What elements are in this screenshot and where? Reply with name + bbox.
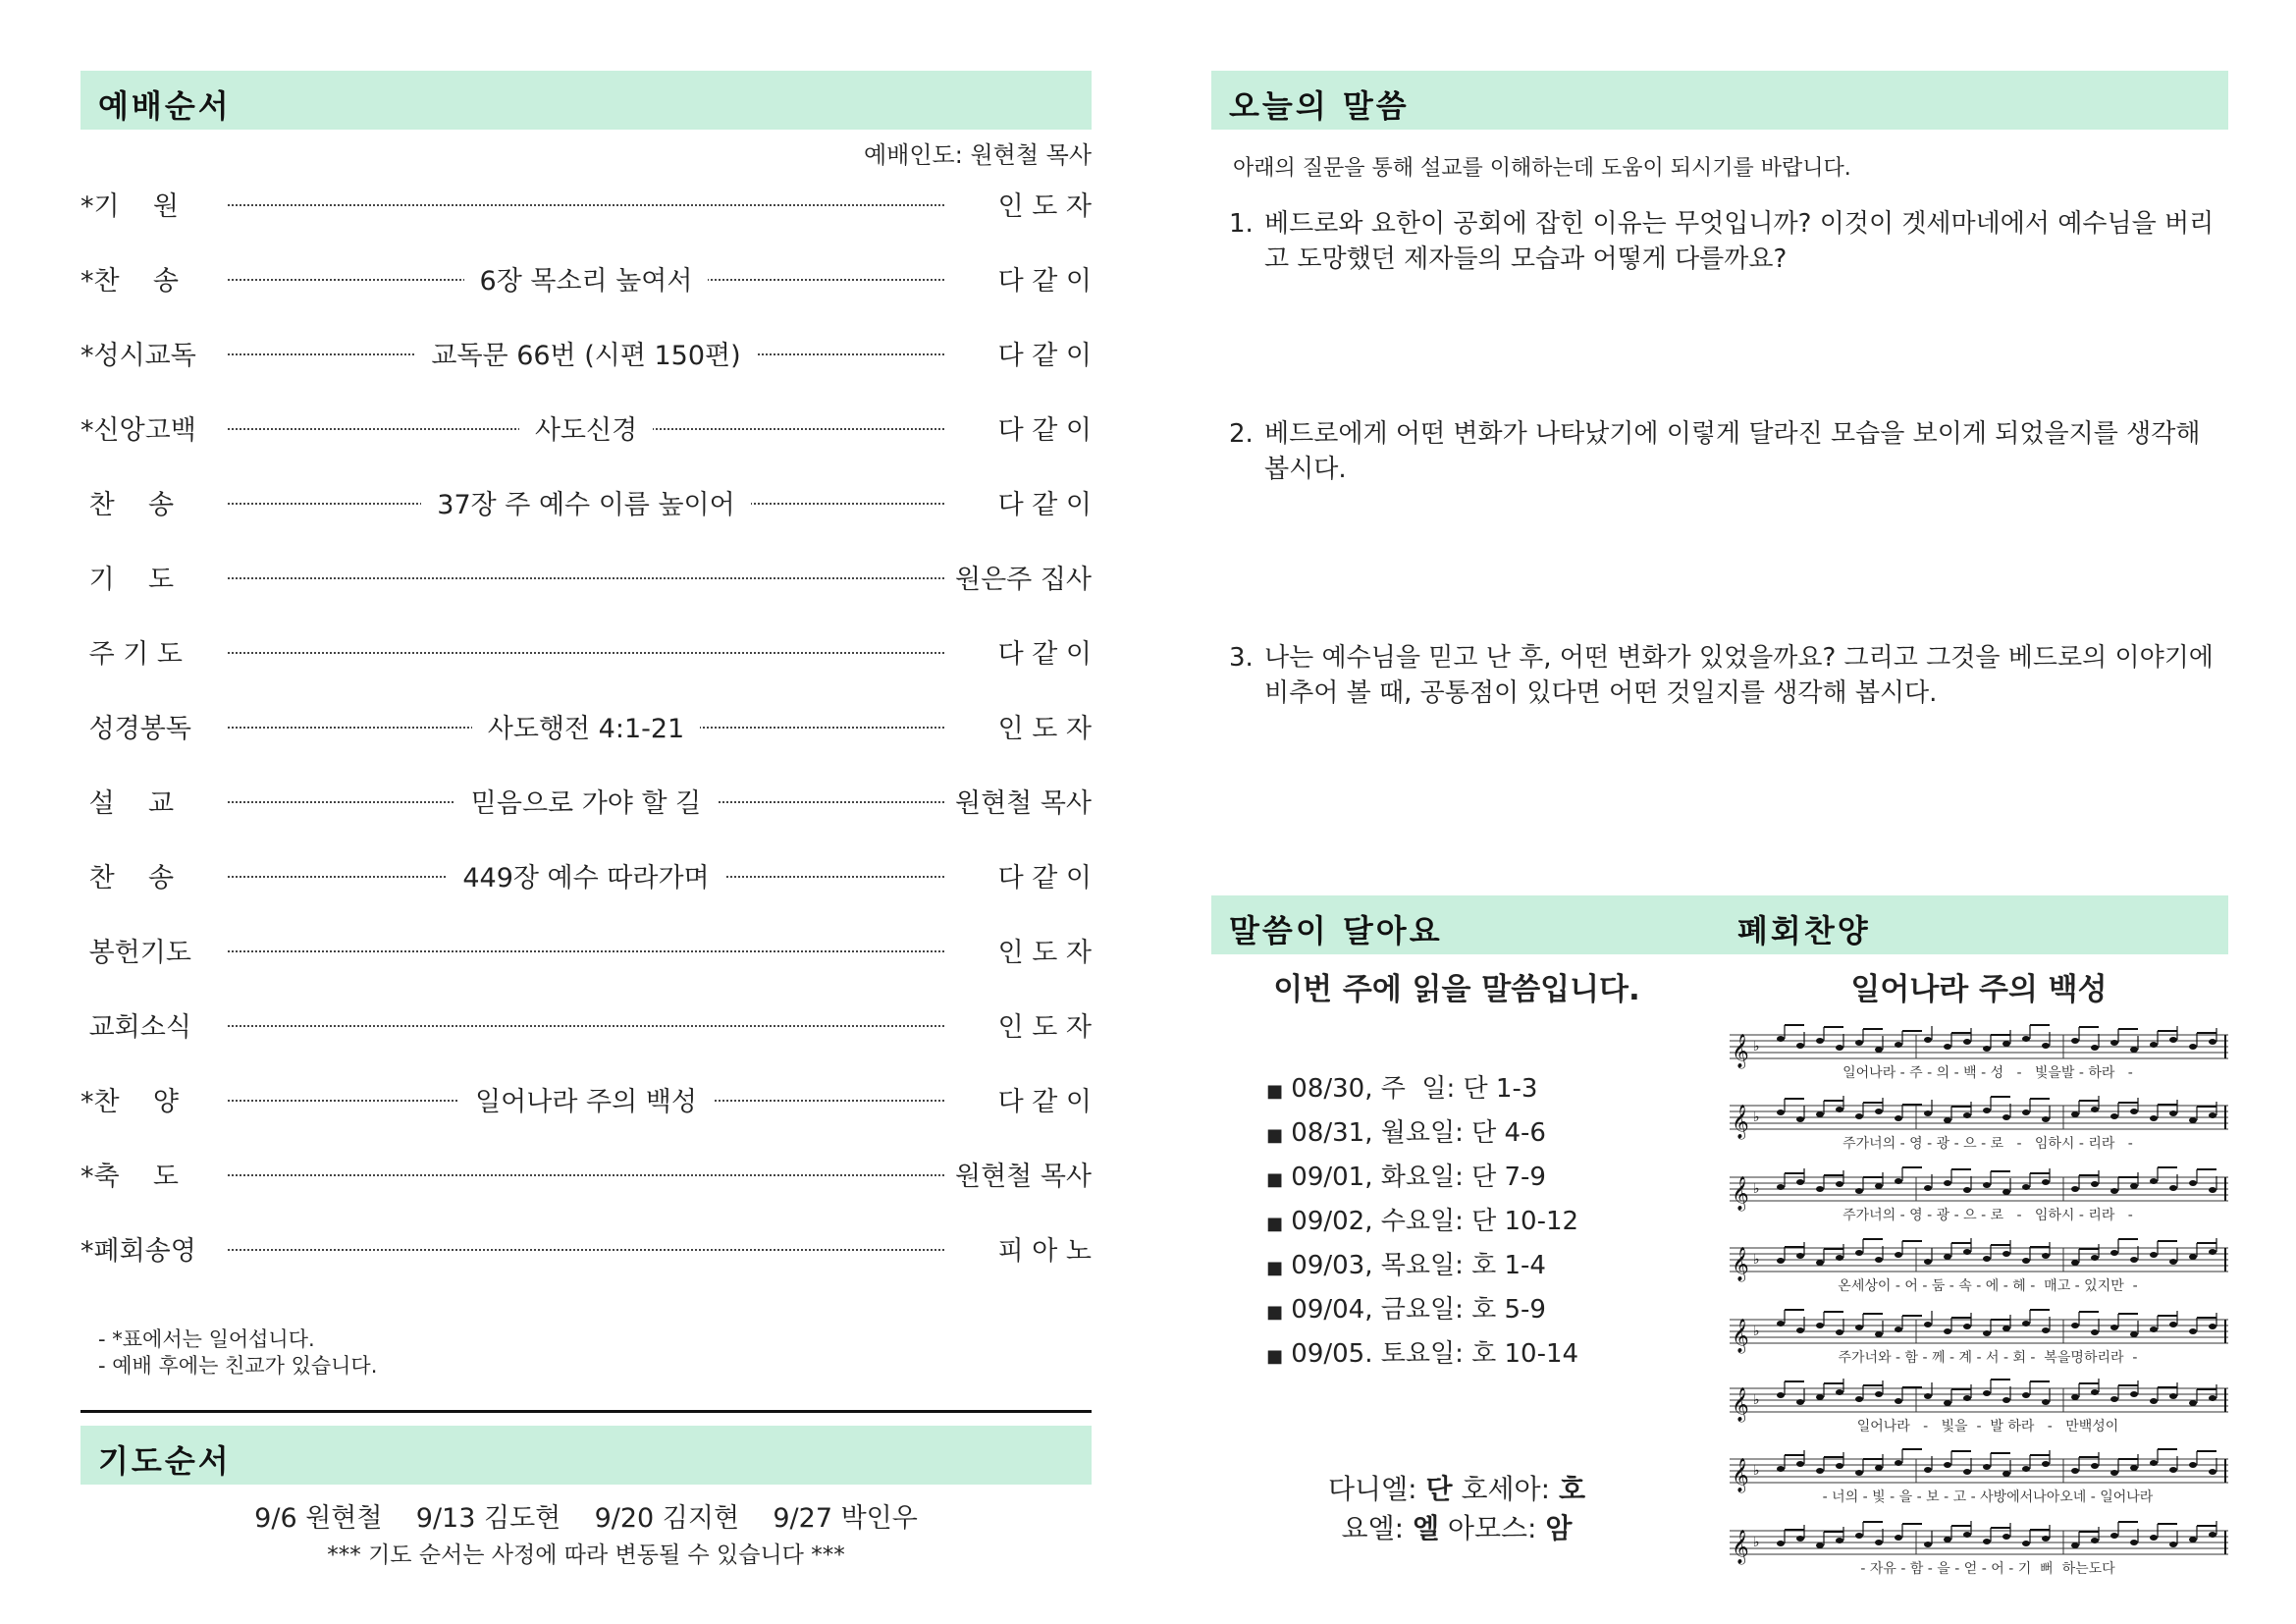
order-item-desc: 교독문 66번 (시편 150편) — [415, 341, 756, 371]
worship-order-row — [80, 259, 1092, 298]
bullet-icon: ■ — [1266, 1258, 1284, 1278]
bullet-icon: ■ — [1266, 1169, 1284, 1190]
svg-text:♭: ♭ — [1753, 1535, 1760, 1550]
svg-text:♭: ♭ — [1753, 1110, 1760, 1125]
order-item-name: *찬 송 — [80, 266, 179, 297]
svg-text:♭: ♭ — [1753, 1039, 1760, 1055]
dotted-leader — [228, 204, 944, 206]
svg-text:𝄞: 𝄞 — [1732, 1176, 1749, 1211]
worship-note-fellowship: - 예배 후에는 친교가 있습니다. — [98, 1354, 378, 1378]
svg-text:𝄞: 𝄞 — [1732, 1247, 1749, 1281]
hymn-song-title: 일어나라 주의 백성 — [1850, 972, 2108, 1007]
worship-order-row — [80, 334, 1092, 373]
svg-text:♭: ♭ — [1753, 1181, 1760, 1197]
worship-order-row — [80, 931, 1092, 970]
order-item-desc: 37장 주 예수 이름 높이어 — [421, 490, 750, 520]
worship-title: 예배순서 — [98, 87, 232, 125]
worship-order-row — [80, 1155, 1092, 1194]
reading-item: ■ 08/30, 주 일: 단 1-3 — [1266, 1074, 1538, 1104]
svg-text:𝄞: 𝄞 — [1732, 1319, 1749, 1353]
order-item-name: 찬 송 — [80, 863, 175, 893]
worship-order-row — [80, 632, 1092, 672]
worship-leader: 예배인도: 원현철 목사 — [864, 141, 1092, 169]
order-item-name: *축 도 — [80, 1162, 179, 1192]
book-legend-1: 다니엘: 단 호세아: 호 — [1328, 1473, 1585, 1505]
order-item-desc: 6장 목소리 높여서 — [464, 266, 709, 297]
order-item-name: 성경봉독 — [80, 714, 191, 744]
hymn-lyric-line: 일어나라 - 빛을 - 발 하라 - 만백성이 — [1856, 1419, 2119, 1435]
hymn-lyric-line: 일어나라 - 주 - 의 - 백 - 성 - 빛을발 - 하라 - — [1842, 1065, 2133, 1081]
reading-hymn-header — [1211, 895, 2228, 954]
order-item-person: 인 도 자 — [997, 191, 1092, 222]
order-item-person: 인 도 자 — [997, 714, 1092, 744]
svg-text:♭: ♭ — [1753, 1252, 1760, 1268]
dotted-leader — [228, 950, 944, 952]
order-item-name: *성시교독 — [80, 341, 196, 371]
order-item-name: *찬 양 — [80, 1087, 179, 1117]
bullet-icon: ■ — [1266, 1125, 1284, 1146]
question-text: 베드로에게 어떤 변화가 나타났기에 이렇게 달라진 모습을 보이게 되었을지를 생각해 봅시다. — [1264, 419, 2201, 484]
svg-text:♭: ♭ — [1753, 1392, 1760, 1408]
question-number: 3. — [1229, 643, 1254, 673]
dotted-leader — [228, 1174, 944, 1176]
order-item-name: *폐회송영 — [80, 1236, 196, 1267]
reading-item: ■ 08/31, 월요일: 단 4-6 — [1266, 1118, 1546, 1148]
order-item-name: 주 기 도 — [80, 639, 183, 670]
hymn-title: 폐회찬양 — [1737, 912, 1871, 949]
word-header — [1211, 71, 2228, 130]
reading-item: ■ 09/02, 수요일: 단 10-12 — [1266, 1207, 1579, 1236]
worship-order-row — [80, 1229, 1092, 1269]
hymn-lyric-line: - 자유 - 함 - 을 - 얻 - 어 - 기 뻐 하는도다 — [1860, 1561, 2115, 1577]
order-item-person: 피 아 노 — [997, 1236, 1092, 1267]
svg-text:𝄞: 𝄞 — [1732, 1387, 1749, 1422]
hymn-lyric-line: 온세상이 - 어 - 둠 - 속 - 에 - 헤 - 매고 - 있지만 - — [1838, 1278, 2138, 1294]
order-item-name: *신앙고백 — [80, 415, 196, 446]
order-item-person: 원현철 목사 — [955, 1162, 1092, 1192]
worship-header — [80, 71, 1092, 130]
dotted-leader — [228, 1249, 944, 1251]
hymn-lyric-line: 주가너의 - 영 - 광 - 으 - 로 - 임하시 - 리라 - — [1842, 1208, 2133, 1223]
svg-text:𝄞: 𝄞 — [1732, 1530, 1749, 1564]
bullet-icon: ■ — [1266, 1302, 1284, 1323]
prayer-header — [80, 1426, 1092, 1485]
svg-text:♭: ♭ — [1753, 1463, 1760, 1479]
worship-order-row — [80, 185, 1092, 224]
bullet-icon: ■ — [1266, 1346, 1284, 1367]
prayer-note: *** 기도 순서는 사정에 따라 변동될 수 있습니다 *** — [327, 1543, 845, 1568]
dotted-leader — [228, 577, 944, 579]
order-item-person: 인 도 자 — [997, 938, 1092, 968]
dotted-leader — [228, 652, 944, 654]
order-item-person: 다 같 이 — [997, 863, 1092, 893]
question-1 — [1229, 206, 2228, 277]
worship-order-row — [80, 558, 1092, 597]
reading-item: ■ 09/04, 금요일: 호 5-9 — [1266, 1295, 1546, 1325]
order-item-person: 다 같 이 — [997, 341, 1092, 371]
order-item-person: 다 같 이 — [997, 490, 1092, 520]
worship-order-row — [80, 856, 1092, 895]
dotted-leader — [228, 1025, 944, 1027]
question-number: 1. — [1229, 209, 1254, 239]
order-item-desc: 일어나라 주의 백성 — [459, 1087, 713, 1117]
worship-order-row — [80, 483, 1092, 522]
question-3 — [1229, 640, 2228, 711]
order-item-desc: 449장 예수 따라가며 — [447, 863, 724, 893]
bullet-icon: ■ — [1266, 1214, 1284, 1234]
bullet-icon: ■ — [1266, 1081, 1284, 1102]
order-item-name: 교회소식 — [80, 1012, 191, 1043]
prayer-title: 기도순서 — [98, 1442, 232, 1480]
order-item-name: 찬 송 — [80, 490, 175, 520]
worship-order-row — [80, 782, 1092, 821]
order-item-person: 다 같 이 — [997, 639, 1092, 670]
order-item-desc: 믿음으로 가야 할 길 — [455, 788, 717, 819]
word-intro: 아래의 질문을 통해 설교를 이해하는데 도움이 되시기를 바랍니다. — [1233, 156, 1851, 181]
order-item-person: 원현철 목사 — [955, 788, 1092, 819]
hymn-lyric-line: 주가너와 - 함 - 께 - 계 - 서 - 회 - 복을명하리라 - — [1838, 1350, 2138, 1366]
word-title: 오늘의 말씀 — [1229, 87, 1410, 125]
reading-title: 말씀이 달아요 — [1229, 912, 1443, 949]
order-item-desc: 사도신경 — [519, 415, 653, 446]
worship-order-row — [80, 707, 1092, 746]
order-item-person: 다 같 이 — [997, 1087, 1092, 1117]
order-item-name: 기 도 — [80, 565, 175, 595]
order-item-name: 봉헌기도 — [80, 938, 191, 968]
order-item-person: 다 같 이 — [997, 415, 1092, 446]
question-text: 나는 예수님을 믿고 난 후, 어떤 변화가 있었을까요? 그리고 그것을 베드로의 이야기에 비추어 볼 때, 공통점이 있다면 어떤 것일지를 생각해 봅시다. — [1264, 643, 2214, 708]
worship-order-row — [80, 1005, 1092, 1045]
prayer-schedule: 9/6 원현철 9/13 김도현 9/20 김지현 9/27 박인우 — [254, 1503, 918, 1534]
order-item-person: 인 도 자 — [997, 1012, 1092, 1043]
book-legend-2: 요엘: 엘 아모스: 암 — [1341, 1512, 1573, 1544]
hymn-lyric-line: - 너의 - 빛 - 을 - 보 - 고 - 사방에서나아오네 - 일어나라 — [1822, 1489, 2154, 1505]
order-item-person: 원은주 집사 — [955, 565, 1092, 595]
svg-text:𝄞: 𝄞 — [1732, 1034, 1749, 1068]
order-item-desc: 사도행전 4:1-21 — [472, 714, 700, 744]
svg-text:♭: ♭ — [1753, 1324, 1760, 1339]
reading-item: ■ 09/01, 화요일: 단 7-9 — [1266, 1163, 1546, 1192]
svg-text:𝄞: 𝄞 — [1732, 1458, 1749, 1492]
worship-order-row — [80, 1080, 1092, 1119]
svg-text:𝄞: 𝄞 — [1732, 1105, 1749, 1139]
reading-item: ■ 09/03, 목요일: 호 1-4 — [1266, 1251, 1546, 1280]
reading-item: ■ 09/05. 토요일: 호 10-14 — [1266, 1339, 1579, 1369]
question-2 — [1229, 416, 2228, 487]
hymn-lyric-line: 주가너의 - 영 - 광 - 으 - 로 - 임하시 - 리라 - — [1842, 1136, 2133, 1152]
question-number: 2. — [1229, 419, 1254, 449]
worship-order-row — [80, 408, 1092, 448]
order-item-person: 다 같 이 — [997, 266, 1092, 297]
reading-subtitle: 이번 주에 읽을 말씀입니다. — [1273, 972, 1640, 1007]
section-divider — [80, 1410, 1092, 1413]
order-item-name: 설 교 — [80, 788, 175, 819]
order-item-name: *기 원 — [80, 191, 179, 222]
question-text: 베드로와 요한이 공회에 잡힌 이유는 무엇입니까? 이것이 겟세마네에서 예수님을 버리고 도망했던 제자들의 모습과 어떻게 다를까요? — [1264, 209, 2215, 274]
worship-note-standing: - *표에서는 일어섭니다. — [98, 1327, 315, 1351]
